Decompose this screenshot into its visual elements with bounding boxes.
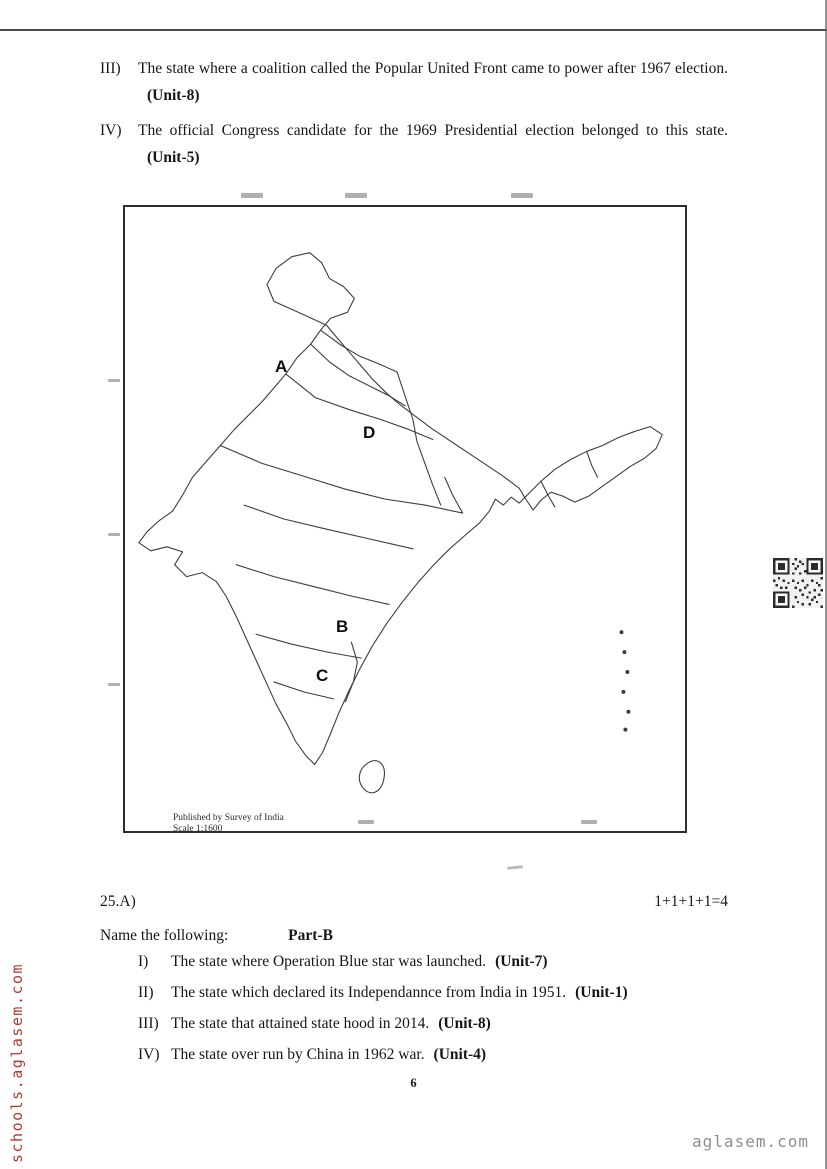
unit-reference: (Unit-7) [495,953,548,970]
stray-scan-mark [507,865,523,870]
state-label-d: D [363,423,376,442]
unit-reference: (Unit-5) [147,149,200,166]
latitude-tick [108,683,120,686]
section-instruction: Name the following: [100,927,229,944]
india-map-frame [123,205,687,833]
longitude-tick [358,820,374,824]
question-numeral: III) [100,60,121,77]
question-item [100,117,728,171]
map-publisher: Published by Survey of India [173,813,284,823]
section-instruction-row [100,922,333,949]
coordinate-smudge [241,193,263,198]
longitude-tick [581,820,597,824]
question-item [138,1041,704,1068]
question-text: The state that attained state hood in 2014. [171,1015,430,1032]
qr-code-image [773,556,823,610]
question-numeral: IV) [138,1046,160,1063]
coordinate-smudge [511,193,533,198]
latitude-tick [108,533,120,536]
question-item [138,979,704,1006]
question-numeral: III) [138,1015,159,1032]
question-list-top [100,55,728,179]
section-header [100,888,728,915]
question-item [138,1010,704,1037]
state-label-c: C [316,666,329,685]
page-number: 6 [410,1076,417,1090]
question-text: The state where Operation Blue star was launched. [171,953,487,970]
map-scale: Scale 1:1600 [173,824,223,834]
part-label: Part-B [288,927,333,944]
unit-reference: (Unit-4) [433,1046,487,1063]
state-label-a: A [275,357,288,376]
latitude-tick [108,379,120,382]
question-numeral: II) [138,984,154,1001]
india-map [125,207,685,831]
qr-code [773,556,823,610]
unit-reference: (Unit-1) [575,984,628,1001]
section-number: 25.A) [100,893,136,910]
watermark-left: schools.aglasem.com [8,962,26,1163]
question-text: The state where a coalition called the Popular United Front came to power after 1967 election. [138,60,728,77]
question-item [138,948,704,975]
map-caption [173,813,284,835]
state-label-b: B [336,617,349,636]
question-numeral: I) [138,953,149,970]
coordinate-smudge [345,193,367,198]
question-text: The official Congress candidate for the 1969 Presidential election belonged to this state. [138,122,728,139]
watermark-right: aglasem.com [692,1132,809,1151]
question-text: The state over run by China in 1962 war. [171,1046,425,1063]
unit-reference: (Unit-8) [147,87,200,104]
question-item [100,55,728,109]
top-rule [0,29,827,31]
unit-reference: (Unit-8) [438,1015,491,1032]
question-text: The state which declared its Independannce from India in 1951. [171,984,567,1001]
question-list-bottom [138,948,704,1072]
section-marks: 1+1+1+1=4 [654,893,728,910]
question-numeral: IV) [100,122,122,139]
